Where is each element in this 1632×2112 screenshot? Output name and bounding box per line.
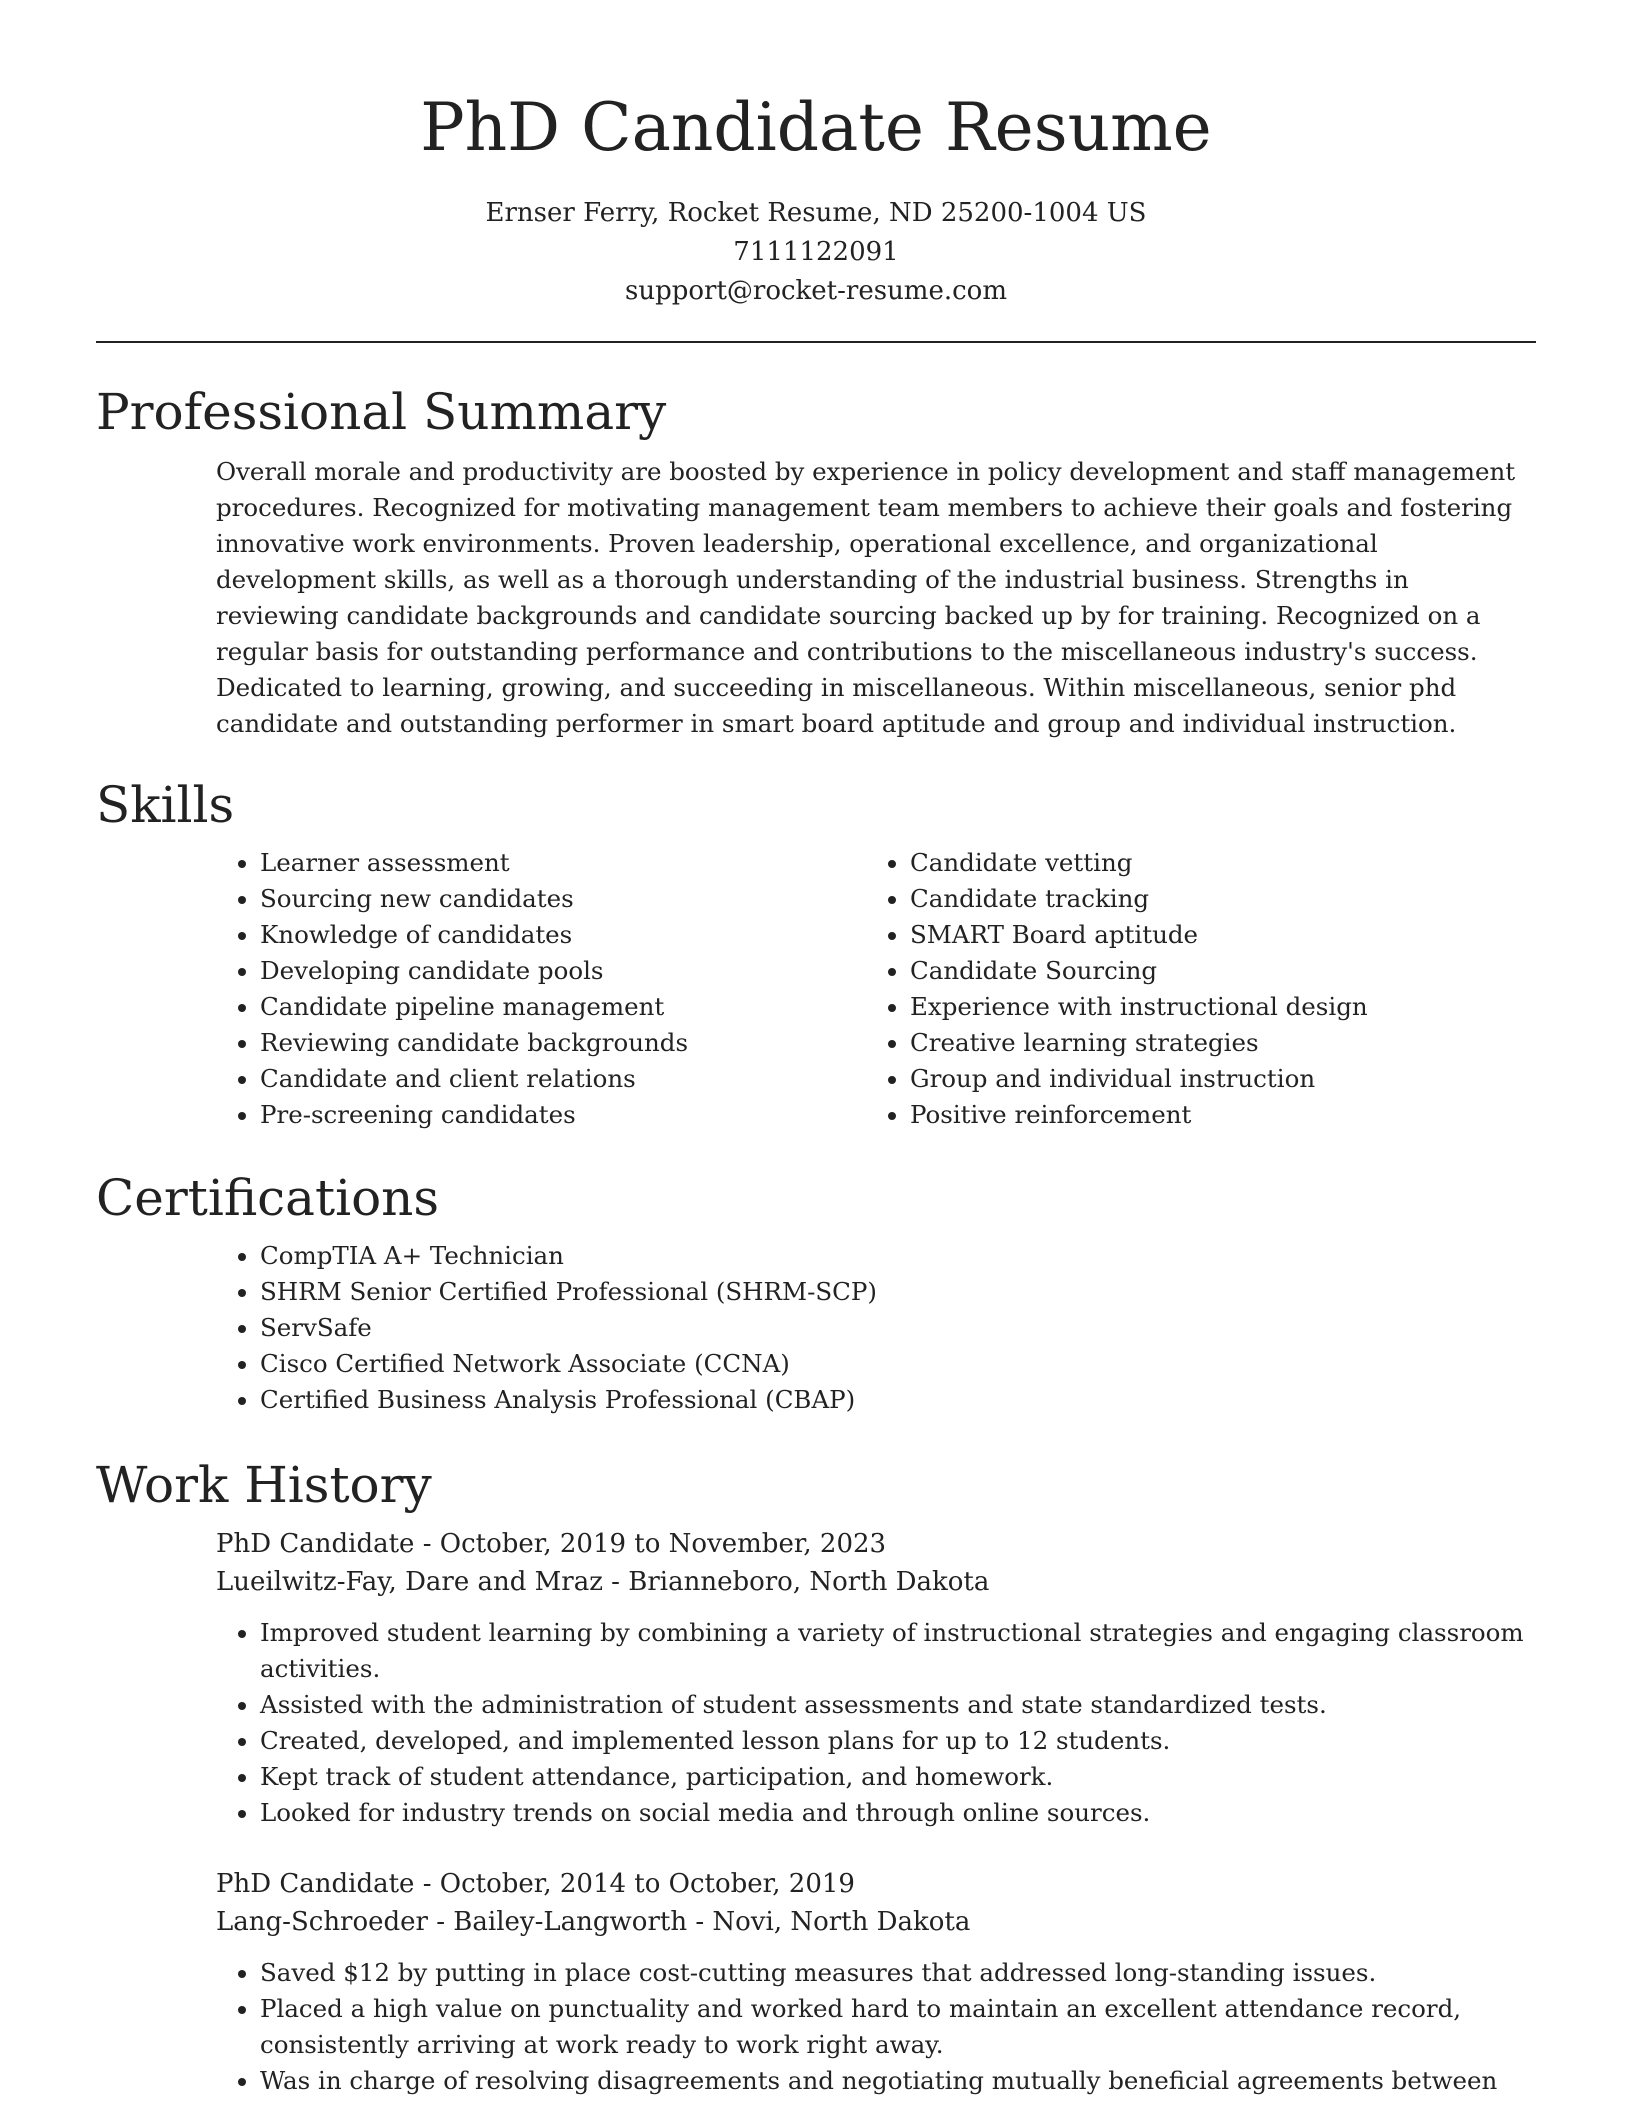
job-bullet: • Assisted with the administration of student assessments and state standardized tests.	[260, 1687, 1590, 1723]
address-text: Ernser Ferry, Rocket Resume, ND 25200-1004 US	[485, 198, 1147, 228]
work-history-section	[96, 1455, 1536, 2099]
job-title: PhD Candidate	[216, 1869, 415, 1899]
job-bullet: • Looked for industry trends on social media and through online sources.	[260, 1795, 1590, 1831]
skills-column-right	[866, 845, 1516, 1133]
resume-title: PhD Candidate Resume	[420, 89, 1212, 166]
email-text: support@rocket-resume.com	[624, 276, 1007, 306]
job-bullet: • Improved student learning by combining a variety of instructional strategies and engaging classroom activities.	[260, 1615, 1590, 1687]
job-bullet: • Created, developed, and implemented lesson plans for up to 12 students.	[260, 1723, 1590, 1759]
contact-block	[0, 194, 1632, 311]
skills-list-left	[216, 845, 866, 1133]
skills-list-right	[866, 845, 1516, 1133]
skill-item: • Candidate pipeline management	[260, 989, 866, 1025]
certification-item: • SHRM Senior Certified Professional (SHRM-SCP)	[260, 1274, 1536, 1310]
job-bullet: • Placed a high value on punctuality and worked hard to maintain an excellent attendance record, consistently arriving at work ready to work right away.	[260, 1991, 1590, 2063]
certifications-body	[216, 1238, 1536, 1418]
job-company-line	[216, 1563, 1536, 1601]
summary-heading: Professional Summary	[96, 383, 667, 441]
header-divider	[96, 341, 1536, 343]
certifications-heading: Certifications	[96, 1169, 440, 1227]
job-company: Lang-Schroeder - Bailey-Langworth	[216, 1907, 688, 1937]
skill-item: • Group and individual instruction	[910, 1061, 1516, 1097]
resume-header	[0, 0, 1632, 311]
certifications-list	[216, 1238, 1536, 1418]
skills-grid	[216, 845, 1536, 1133]
skill-item: • Candidate vetting	[910, 845, 1516, 881]
skill-item: • Experience with instructional design	[910, 989, 1516, 1025]
skill-item: • Pre-screening candidates	[260, 1097, 866, 1133]
skill-item: • Knowledge of candidates	[260, 917, 866, 953]
skill-item: • Candidate Sourcing	[910, 953, 1516, 989]
certifications-section	[96, 1168, 1536, 1418]
job-title-line	[216, 1865, 1536, 1903]
skills-heading: Skills	[96, 776, 235, 834]
job-bullets	[216, 1955, 1590, 2099]
summary-section	[96, 382, 1536, 742]
job-title-line	[216, 1525, 1536, 1563]
job-bullet: • Saved $12 by putting in place cost-cutting measures that addressed long-standing issues.	[260, 1955, 1590, 1991]
job-dates: - October, 2014 to October, 2019	[414, 1869, 855, 1899]
skill-item: • Positive reinforcement	[910, 1097, 1516, 1133]
work-history-heading: Work History	[96, 1456, 432, 1514]
skill-item: • Learner assessment	[260, 845, 866, 881]
job-bullet: • Was in charge of resolving disagreements and negotiating mutually beneficial agreements between	[260, 2063, 1590, 2099]
job-title: PhD Candidate	[216, 1529, 415, 1559]
summary-text: Overall morale and productivity are boosted by experience in policy development and staff management procedures. Recognized for motivating management team members to achieve their goals and fostering innovative work environments. Proven leadership, operational excellence, and organizational development skills, as well as a thorough understanding of the industrial business. Strengths in reviewing candidate backgrounds and candidate sourcing backed up by for training. Recognized on a regular basis for outstanding performance and contributions to the miscellaneous industry's success. Dedicated to learning, growing, and succeeding in miscellaneous. Within miscellaneous, senior phd candidate and outstanding performer in smart board aptitude and group and individual instruction.	[216, 457, 1516, 738]
job-dates: - October, 2019 to November, 2023	[414, 1529, 887, 1559]
skill-item: • Developing candidate pools	[260, 953, 866, 989]
skill-item: • Candidate tracking	[910, 881, 1516, 917]
certification-item: • CompTIA A+ Technician	[260, 1238, 1536, 1274]
work-history-body	[216, 1525, 1536, 2099]
skill-item: • Reviewing candidate backgrounds	[260, 1025, 866, 1061]
skill-item: • SMART Board aptitude	[910, 917, 1516, 953]
skill-item: • Sourcing new candidates	[260, 881, 866, 917]
job-location: - Novi, North Dakota	[687, 1907, 971, 1937]
phone-text: 7111122091	[733, 237, 899, 267]
job-entry	[216, 1525, 1536, 1831]
job-company: Lueilwitz-Fay, Dare and Mraz	[216, 1567, 603, 1597]
job-bullets	[216, 1615, 1590, 1831]
job-bullet: • Kept track of student attendance, participation, and homework.	[260, 1759, 1590, 1795]
certification-item: • Cisco Certified Network Associate (CCNA)	[260, 1346, 1536, 1382]
job-location: - Brianneboro, North Dakota	[602, 1567, 990, 1597]
job-entry	[216, 1865, 1536, 2099]
job-company-line	[216, 1903, 1536, 1941]
skills-column-left	[216, 845, 866, 1133]
skill-item: • Candidate and client relations	[260, 1061, 866, 1097]
skills-section	[96, 775, 1536, 1133]
certification-item: • ServSafe	[260, 1310, 1536, 1346]
skill-item: • Creative learning strategies	[910, 1025, 1516, 1061]
certification-item: • Certified Business Analysis Professional (CBAP)	[260, 1382, 1536, 1418]
